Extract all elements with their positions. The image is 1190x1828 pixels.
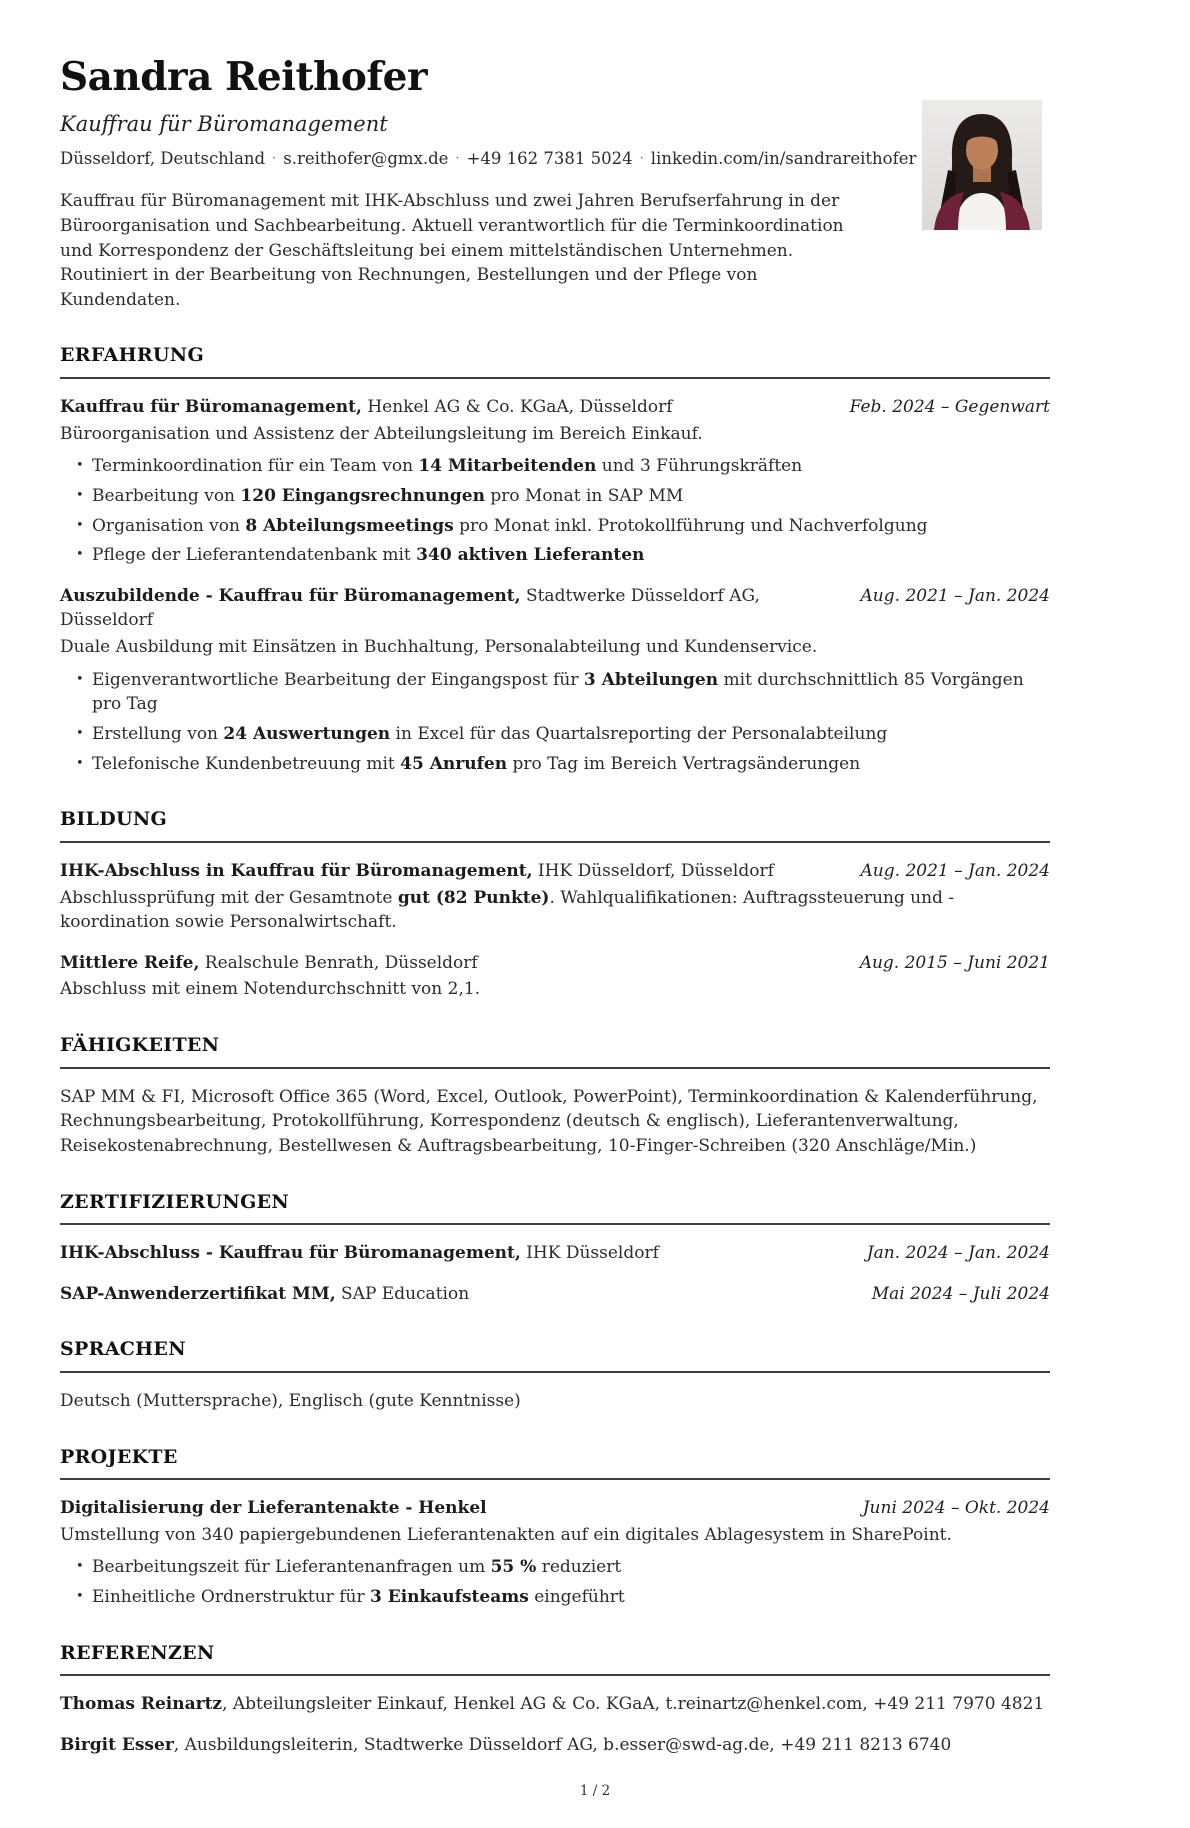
bullet-icon: • (76, 458, 84, 474)
entry-dates: Aug. 2021 – Jan. 2024 (860, 860, 1050, 881)
entry-title (60, 1241, 659, 1266)
entry-title-company: Stadtwerke Düsseldorf AG, Düsseldorf (60, 585, 760, 631)
woman-headshot-photo-icon (922, 100, 1042, 230)
entry-dates: Aug. 2021 – Jan. 2024 (860, 585, 1050, 606)
skills-paragraph: SAP MM & FI, Microsoft Office 365 (Word, Excel, Outlook, PowerPoint), Terminkoordination & Kalenderführung, Rechnungsbearbeitung, Protokollführung, Korrespondenz (deutsch & englisch), Lieferantenverwaltung, Reisekostenabrechnung, Bestellwesen & Auftragsbearbeitung, 10-Finger-Schreiben (320 Anschläge/Min.) (60, 1086, 1038, 1156)
list-item (60, 543, 1050, 568)
reference-name: Birgit Esser (60, 1734, 174, 1755)
entry-header (60, 1496, 1050, 1521)
bullet-text: Bearbeitungszeit für Lieferantenanfragen um 55 % reduziert (92, 1557, 622, 1578)
resume-header (60, 56, 1050, 312)
entry-title-cert: SAP-Anwenderzertifikat MM, (60, 1283, 336, 1304)
entry-title-degree: IHK-Abschluss in Kauffrau für Büromanagement, (60, 860, 533, 881)
experience-entry (60, 395, 1050, 568)
list-item (60, 514, 1050, 539)
entry-description: Abschlussprüfung mit der Gesamtnote gut (82 Punkte). Wahlqualifikationen: Auftragssteuerung und -koordination sowie Personalwirtschaft. (60, 887, 955, 933)
entry-header (60, 1282, 1050, 1307)
entry-title-cert: IHK-Abschluss - Kauffrau für Büromanagement, (60, 1243, 521, 1264)
bullet-text: Organisation von 8 Abteilungsmeetings pro Monat inkl. Protokollführung und Nachverfolgung (92, 515, 928, 536)
section-certifications (60, 1189, 1050, 1307)
reference-entry (60, 1692, 1050, 1717)
dot-separator-icon: · (455, 151, 460, 167)
bullet-text: Eigenverantwortliche Bearbeitung der Eingangspost für 3 Abteilungen mit durchschnittlich 85 Vorgängen pro Tag (92, 669, 1024, 715)
certification-entry (60, 1282, 1050, 1307)
education-entry (60, 951, 1050, 1002)
bullet-icon: • (76, 755, 84, 771)
person-job-title: Kauffrau für Büromanagement (60, 111, 388, 136)
list-item (60, 668, 1050, 717)
entry-title (60, 951, 478, 976)
list-item (60, 484, 1050, 509)
entry-title (60, 584, 837, 633)
bullet-text: Bearbeitung von 120 Eingangsrechnungen pro Monat in SAP MM (92, 485, 684, 506)
entry-dates: Mai 2024 – Juli 2024 (871, 1283, 1050, 1304)
contact-location: Düsseldorf, Deutschland (60, 149, 266, 169)
certification-entry (60, 1241, 1050, 1266)
bullet-icon: • (76, 517, 84, 533)
entry-header (60, 1241, 1050, 1266)
list-item (60, 1555, 1050, 1580)
reference-line (60, 1733, 1050, 1758)
list-item (60, 722, 1050, 747)
entry-title (60, 1496, 487, 1521)
bullet-icon: • (76, 1559, 84, 1575)
bullet-icon: • (76, 487, 84, 503)
summary-paragraph: Kauffrau für Büromanagement mit IHK-Abschluss und zwei Jahren Berufserfahrung in der Büroorganisation und Sachbearbeitung. Aktuell verantwortlich für die Terminkoordination und Korrespondenz der Geschäftsleitung bei einem mittelständischen Unternehmen. Routiniert in der Bearbeitung von Rechnungen, Bestellungen und der Pflege von Kundendaten. (60, 191, 844, 310)
entry-dates: Feb. 2024 – Gegenwart (849, 397, 1050, 417)
bullet-text: Einheitliche Ordnerstruktur für 3 Einkaufsteams eingeführt (92, 1587, 625, 1608)
list-item (60, 1585, 1050, 1610)
entry-description: Duale Ausbildung mit Einsätzen in Buchhaltung, Personalabteilung und Kundenservice. (60, 637, 818, 658)
section-projects (60, 1444, 1050, 1610)
dot-separator-icon: · (639, 151, 644, 167)
section-heading-references: REFERENZEN (60, 1640, 1050, 1677)
reference-entry (60, 1733, 1050, 1758)
bullet-list (60, 1555, 1050, 1609)
reference-line (60, 1692, 1050, 1717)
section-references (60, 1640, 1050, 1758)
entry-header (60, 584, 1050, 633)
contact-email[interactable]: s.reithofer@gmx.de (283, 149, 449, 169)
entry-description: Umstellung von 340 papiergebundenen Lieferantenakten auf ein digitales Ablagesystem in SharePoint. (60, 1524, 952, 1545)
dot-separator-icon: · (272, 151, 277, 167)
entry-dates: Aug. 2015 – Juni 2021 (859, 952, 1050, 973)
entry-title-role: Kauffrau für Büromanagement, (60, 397, 362, 417)
entry-description: Abschluss mit einem Notendurchschnitt von 2,1. (60, 979, 481, 1000)
entry-dates: Juni 2024 – Okt. 2024 (862, 1498, 1050, 1519)
entry-title (60, 1282, 469, 1307)
entry-title (60, 859, 774, 884)
entry-title-project: Digitalisierung der Lieferantenakte - Henkel (60, 1498, 487, 1519)
entry-title-degree: Mittlere Reife, (60, 952, 200, 973)
entry-header (60, 395, 1050, 420)
person-name: Sandra Reithofer (60, 54, 428, 100)
bullet-list (60, 668, 1050, 777)
entry-dates: Jan. 2024 – Jan. 2024 (866, 1243, 1050, 1264)
section-heading-education: BILDUNG (60, 806, 1050, 843)
section-heading-certifications: ZERTIFIZIERUNGEN (60, 1189, 1050, 1226)
bullet-icon: • (76, 726, 84, 742)
section-experience (60, 342, 1050, 776)
entry-title-issuer: IHK Düsseldorf (520, 1243, 659, 1264)
section-education (60, 806, 1050, 1002)
reference-name: Thomas Reinartz (60, 1694, 223, 1715)
bullet-text: Pflege der Lieferantendatenbank mit 340 aktiven Lieferanten (92, 545, 645, 566)
section-languages (60, 1336, 1050, 1413)
bullet-icon: • (76, 671, 84, 687)
entry-title-role: Auszubildende - Kauffrau für Büromanagement, (60, 585, 521, 606)
section-heading-languages: SPRACHEN (60, 1336, 1050, 1373)
section-heading-experience: ERFAHRUNG (60, 342, 1050, 379)
contact-line (60, 147, 1050, 171)
entry-title-issuer: SAP Education (335, 1283, 470, 1304)
entry-header (60, 859, 1050, 884)
profile-photo (922, 100, 1042, 230)
reference-details: , Ausbildungsleiterin, Stadtwerke Düsseldorf AG, b.esser@swd-ag.de, +49 211 8213 6740 (173, 1734, 952, 1755)
contact-phone: +49 162 7381 5024 (466, 149, 633, 169)
project-entry (60, 1496, 1050, 1610)
bullet-text: Telefonische Kundenbetreuung mit 45 Anrufen pro Tag im Bereich Vertragsänderungen (92, 753, 861, 774)
bullet-icon: • (76, 547, 84, 563)
entry-title (60, 395, 673, 420)
entry-title-school: IHK Düsseldorf, Düsseldorf (532, 860, 774, 881)
bullet-list (60, 454, 1050, 568)
contact-linkedin[interactable]: linkedin.com/in/sandrareithofer (650, 149, 917, 169)
experience-entry (60, 584, 1050, 776)
entry-header (60, 951, 1050, 976)
education-entry (60, 859, 1050, 935)
list-item (60, 752, 1050, 777)
page-number: 1 / 2 (579, 1782, 611, 1799)
reference-details: , Abteilungsleiter Einkauf, Henkel AG & Co. KGaA, t.reinartz@henkel.com, +49 211 7970 4821 (222, 1694, 1045, 1715)
section-heading-skills: FÄHIGKEITEN (60, 1032, 1050, 1069)
section-skills (60, 1032, 1050, 1158)
bullet-text: Terminkoordination für ein Team von 14 Mitarbeitenden und 3 Führungskräften (92, 456, 803, 477)
list-item (60, 454, 1050, 479)
bullet-icon: • (76, 1589, 84, 1605)
bullet-text: Erstellung von 24 Auswertungen in Excel für das Quartalsreporting der Personalabteilung (92, 724, 888, 745)
entry-description: Büroorganisation und Assistenz der Abteilungsleitung im Bereich Einkauf. (60, 423, 703, 444)
entry-title-school: Realschule Benrath, Düsseldorf (199, 952, 478, 973)
section-heading-projects: PROJEKTE (60, 1444, 1050, 1481)
languages-paragraph: Deutsch (Muttersprache), Englisch (gute Kenntnisse) (60, 1390, 521, 1411)
entry-title-company: Henkel AG & Co. KGaA, Düsseldorf (361, 397, 673, 417)
